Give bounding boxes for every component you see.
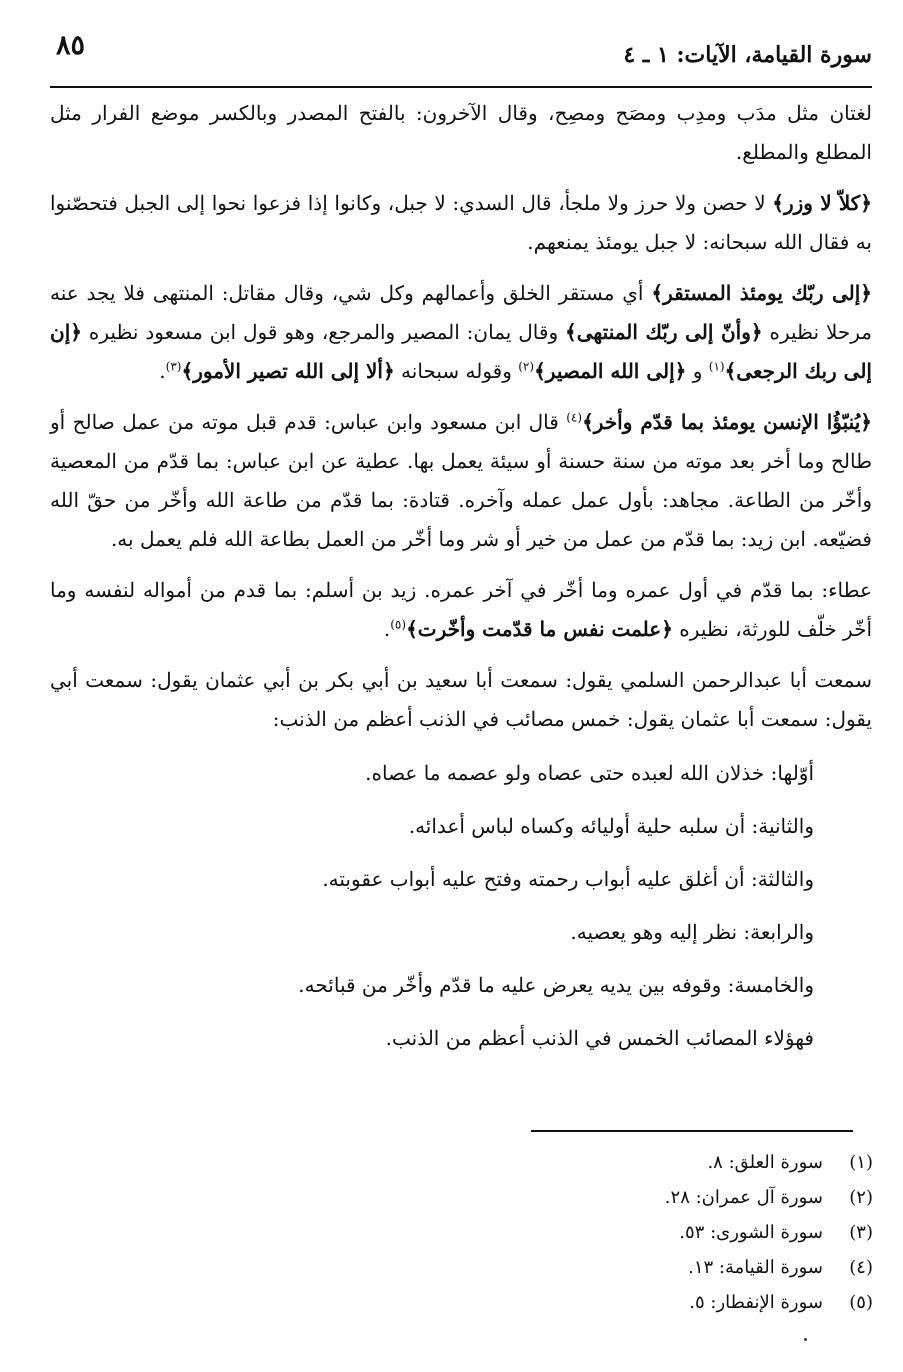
paragraph-2-text: لا حصن ولا حرز ولا ملجأ، قال السدي: لا جبل، وكانوا إذا فزعوا نحوا إلى الجبل فتحصّنوا به فقال الله سبحانه: لا جبل يومئذ يمنعهم.: [50, 191, 872, 254]
paragraph-6-text: سمعت أبا عبدالرحمن السلمي يقول: سمعت أبا سعيد بن أبي بكر بن أبي عثمان يقول: سمعت أبي يقول: سمعت أبا عثمان يقول: خمس مصائب في الذنب أعظم من الذنب:: [50, 668, 872, 731]
footnote-text: سورة آل عمران: ٢٨.: [664, 1187, 823, 1208]
paragraph-4-text: قال ابن مسعود وابن عباس: قدم قبل موته من عمل صالح أو طالح وما أخر بعد موته من سنة حسنة أو سيئة يعمل بها. عطية عن ابن عباس: بما قدّم من المعصية وأخّر من الطاعة. مجاهد: بأول عمل عمله وآخره. قتادة: بما قدّم من طاعة الله وأخّر من حقّ الله فضيّعه. ابن زيد: بما قدّم من عمل من خير أو شر وما أخّر من العمل بطاعة الله فلم يعمل به.: [50, 410, 872, 551]
quran-quote: ﴿ألا إلى الله تصير الأمور﴾: [181, 359, 395, 383]
page-header: [50, 30, 872, 88]
quran-quote: ﴿يُنبّؤُا الإنسن يومئذ بما قدّم وأخر﴾: [582, 410, 872, 434]
quran-quote: ﴿إن إلى ربك الرجعى﴾: [50, 320, 872, 383]
paragraph-4: [50, 403, 872, 559]
quran-quote: ﴿إلى ربّك يومئذ المستقر﴾: [651, 281, 872, 305]
quran-quote: ﴿وأنّ إلى ربّك المنتهى﴾: [565, 320, 763, 344]
footnote: [473, 1250, 873, 1285]
list-item: والثالثة: أن أغلق عليه أبواب رحمته وفتح عليه أبواب عقوبته.: [322, 867, 814, 891]
paragraph-3-text: .: [159, 359, 166, 383]
page-number: ٨٥: [56, 30, 86, 61]
footnote-text: سورة الإنفطار: ٥.: [689, 1292, 823, 1313]
footnote-number: (٢): [849, 1187, 873, 1208]
page-body: [50, 94, 872, 1065]
paragraph-2: [50, 184, 872, 262]
list-item: والثانية: أن سلبه حلية أوليائه وكساه لباس أعدائه.: [408, 814, 814, 838]
footnote-number: (٣): [849, 1222, 873, 1243]
footnote-number: (٤): [849, 1257, 873, 1278]
footnotes: [473, 1145, 873, 1320]
quran-quote: ﴿إلى الله المصير﴾: [534, 359, 687, 383]
paragraph-1-text: لغتان مثل مدَب ومدِب ومصَح ومصِح، وقال الآخرون: بالفتح المصدر وبالكسر موضع الفرار مثل المطلع والمطلع.: [50, 101, 872, 164]
footnote-ref: (٤): [566, 410, 583, 425]
paragraph-5: [50, 571, 872, 649]
paragraph-3-text: و: [686, 359, 709, 383]
footnote-number: (١): [849, 1152, 873, 1173]
footnote-divider: [531, 1130, 853, 1132]
footnote-ref: (١): [708, 359, 725, 374]
paragraph-3-text: وقوله سبحانه: [394, 359, 519, 383]
footnote: [473, 1215, 873, 1250]
list-item: فهؤلاء المصائب الخمس في الذنب أعظم من الذنب.: [385, 1026, 814, 1050]
footnote: [473, 1145, 873, 1180]
quran-quote: ﴿علمت نفس ما قدّمت وأخّرت﴾: [406, 617, 673, 641]
footnote-number: (٥): [849, 1292, 873, 1313]
paragraph-3-text: وقال يمان: المصير والمرجع، وهو قول ابن مسعود نظيره: [81, 320, 566, 344]
footnote: [473, 1285, 873, 1320]
misfortunes-list: [50, 747, 872, 1065]
footnote-text: سورة الشورى: ٥٣.: [679, 1222, 823, 1243]
scan-speck: [804, 1338, 807, 1341]
paragraph-3: [50, 274, 872, 391]
footnote-text: سورة القيامة: ١٣.: [688, 1257, 823, 1278]
list-item: والخامسة: وقوفه بين يديه يعرض عليه ما قدّم وأخّر من قبائحه.: [298, 973, 814, 997]
list-item: والرابعة: نظر إليه وهو يعصيه.: [570, 920, 814, 944]
list-item: أوّلها: خذلان الله لعبده حتى عصاه ولو عصمه ما عصاه.: [365, 761, 814, 785]
paragraph-5-text: عطاء: بما قدّم في أول عمره وما أخّر في آخر عمره. زيد بن أسلم: بما قدم من أمواله لنفسه وما أخّر خلّف للورثة، نظيره: [50, 578, 872, 641]
paragraph-6: [50, 661, 872, 739]
footnote-ref: (٣): [165, 359, 182, 374]
paragraph-1: [50, 94, 872, 172]
footnote: [473, 1180, 873, 1215]
footnote-ref: (٥): [390, 617, 407, 632]
footnote-text: سورة العلق: ٨.: [707, 1152, 823, 1173]
running-title: سورة القيامة، الآيات: ١ ـ ٤: [623, 42, 872, 68]
quran-quote: ﴿كلاّ لا وزر﴾: [772, 191, 872, 215]
paragraph-5-text: .: [383, 617, 391, 641]
paragraph-3-text: أي مستقر الخلق وأعمالهم وكل شي، وقال مقاتل: المنتهى فلا يجد عنه مرحلا نظيره: [50, 281, 873, 344]
footnote-ref: (٢): [518, 359, 535, 374]
